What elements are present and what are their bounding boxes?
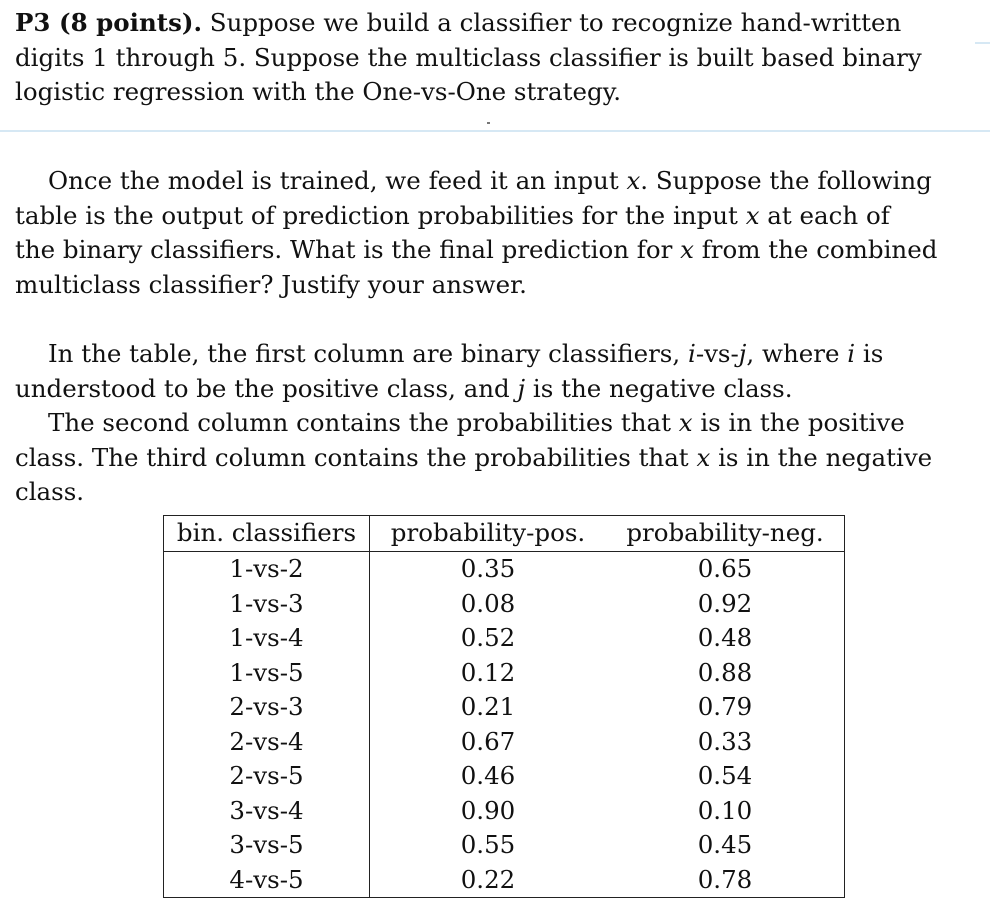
var-i: i <box>687 339 696 368</box>
var-x: x <box>626 166 641 195</box>
var-i: i <box>847 339 856 368</box>
problem-intro-line-1: Suppose we build a classifier to recognize hand-written <box>209 8 902 37</box>
prob-pos-cell: 0.22 <box>460 864 516 894</box>
table-row <box>164 759 845 794</box>
header-probability-neg: probability-neg. <box>606 516 845 552</box>
prob-neg-cell: 0.79 <box>697 692 753 721</box>
probability-table <box>163 515 845 898</box>
prob-neg-cell: 0.48 <box>697 623 753 652</box>
explanation-text: class. The third column contains the probabilities that <box>15 442 697 472</box>
classifier-cell: 4-vs-5 <box>164 863 370 898</box>
table-header-row <box>164 516 845 552</box>
explanation-text: class. <box>15 477 85 506</box>
question-text: . Suppose the following <box>640 166 932 195</box>
question-text: at each of <box>759 200 890 230</box>
table-row <box>164 587 845 622</box>
problem-intro-line-2: digits 1 through 5. Suppose the multiclass classifier is built based binary <box>15 42 922 72</box>
prob-neg-cell: 0.88 <box>697 657 753 687</box>
classifier-cell: 2-vs-3 <box>164 690 370 725</box>
prob-neg-cell: 0.54 <box>697 761 753 790</box>
classifier-cell: 2-vs-5 <box>164 759 370 794</box>
var-j: j <box>517 373 526 403</box>
header-probability-pos: probability-pos. <box>370 516 607 552</box>
classifier-cell: 3-vs-5 <box>164 828 370 863</box>
explanation-text: is <box>855 339 884 368</box>
prob-neg-cell: 0.45 <box>697 830 753 859</box>
prob-pos-cell: 0.55 <box>460 830 516 859</box>
prob-neg-cell: 0.78 <box>697 864 753 894</box>
prob-pos-cell: 0.08 <box>460 588 516 618</box>
var-x: x <box>696 442 711 472</box>
table-row <box>164 656 845 691</box>
question-paragraph <box>15 164 971 302</box>
prob-pos-cell: 0.12 <box>460 657 516 687</box>
classifier-cell: 1-vs-4 <box>164 621 370 656</box>
classifier-cell: 2-vs-4 <box>164 725 370 760</box>
explanation-text: is the negative class. <box>525 373 793 403</box>
var-j: j <box>738 339 747 368</box>
margin-mark <box>975 42 990 44</box>
table-row <box>164 690 845 725</box>
explanation-text: understood to be the positive class, and <box>15 373 518 403</box>
question-text: table is the output of prediction probabilities for the input <box>15 200 746 230</box>
var-x: x <box>680 235 694 264</box>
problem-statement <box>15 6 971 110</box>
question-text: the binary classifiers. What is the final prediction for <box>15 235 681 264</box>
classifier-cell: 1-vs-3 <box>164 587 370 622</box>
table-row <box>164 863 845 898</box>
prob-pos-cell: 0.21 <box>460 692 516 721</box>
header-bin-classifiers: bin. classifiers <box>164 516 370 552</box>
explanation-text: is in the negative <box>710 442 933 472</box>
table-row <box>164 621 845 656</box>
prob-pos-cell: 0.52 <box>460 623 516 652</box>
table-row <box>164 552 845 587</box>
classifier-cell: 1-vs-2 <box>164 552 370 587</box>
prob-neg-cell: 0.10 <box>697 795 753 825</box>
prob-neg-cell: 0.65 <box>697 554 753 583</box>
explanation-paragraph <box>15 337 971 510</box>
section-divider <box>0 130 990 132</box>
prob-neg-cell: 0.92 <box>697 588 753 618</box>
var-x: x <box>678 408 693 437</box>
classifier-cell: 3-vs-4 <box>164 794 370 829</box>
var-x: x <box>745 200 760 230</box>
explanation-text: In the table, the first column are binary classifiers, <box>48 339 688 368</box>
problem-intro-line-3: logistic regression with the One-vs-One strategy. <box>15 77 622 106</box>
table-row <box>164 794 845 829</box>
prob-pos-cell: 0.35 <box>460 554 516 583</box>
prob-pos-cell: 0.67 <box>460 726 516 756</box>
problem-label: P3 (8 points). <box>15 8 202 37</box>
prob-neg-cell: 0.33 <box>697 726 753 756</box>
table-row <box>164 725 845 760</box>
prob-pos-cell: 0.46 <box>460 761 516 790</box>
explanation-text: , where <box>746 339 848 368</box>
classifier-cell: 1-vs-5 <box>164 656 370 691</box>
explanation-text: -vs- <box>695 339 739 368</box>
explanation-text: The second column contains the probabilities that <box>48 408 679 437</box>
prob-pos-cell: 0.90 <box>460 795 516 825</box>
stray-dot <box>487 122 490 124</box>
question-text: Once the model is trained, we feed it an input <box>48 166 627 195</box>
question-text: multiclass classifier? Justify your answer. <box>15 269 527 299</box>
explanation-text: is in the positive <box>692 408 905 437</box>
question-text: from the combined <box>693 235 938 264</box>
table-row <box>164 828 845 863</box>
